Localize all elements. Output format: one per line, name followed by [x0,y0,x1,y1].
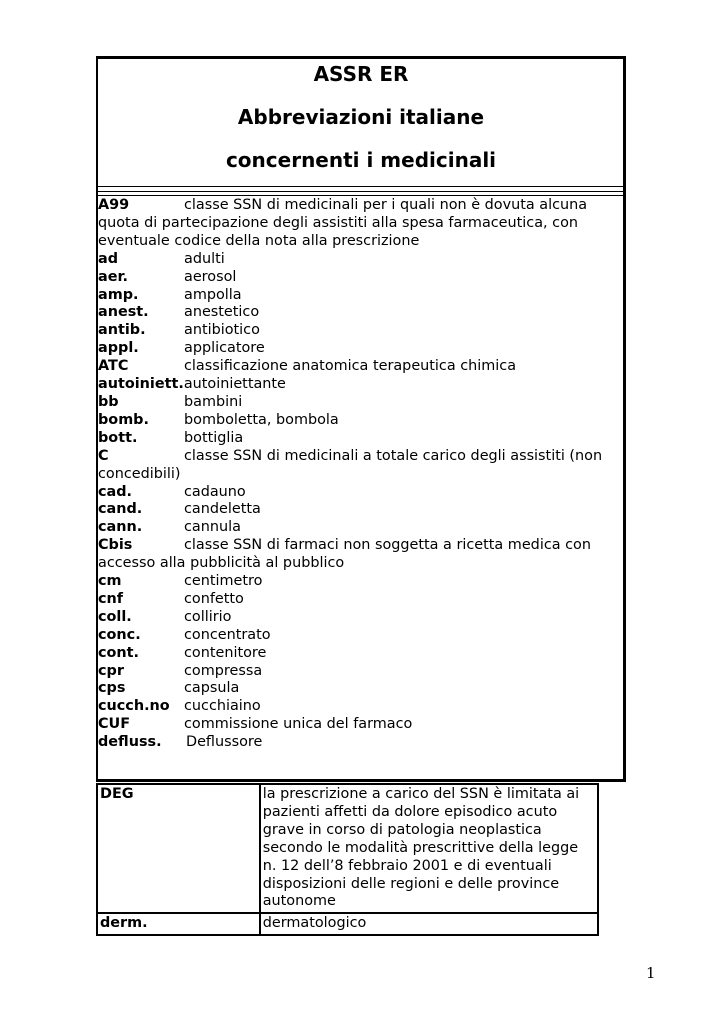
abbreviation: cucch.no [98,698,170,715]
abbreviation: defluss. [98,734,162,751]
header-divider-top [98,186,625,187]
definition: confetto [184,590,244,607]
abbreviation: appl. [98,340,139,357]
abbreviation: autoiniett. [98,376,184,393]
document-subtitle-line-2: concernenti i medicinali [225,148,497,172]
abbreviation: cann. [98,519,143,536]
abbreviation: bott. [98,429,138,446]
definition: classe SSN di farmaci non soggetta a ricetta medica con accesso alla pubblicità al pubblico [98,537,591,572]
definition: contenitore [184,644,267,661]
list-item [98,663,624,681]
definition: aerosol [184,268,237,285]
list-item [98,412,624,430]
abbreviation: cont. [98,644,140,661]
list-item [98,591,624,609]
table-row [97,784,598,913]
list-item [98,680,624,698]
definition: antibiotico [184,322,260,339]
list-item [98,358,624,376]
definition: capsula [184,680,240,697]
abbreviation: conc. [98,626,141,643]
abbreviation: amp. [98,286,139,303]
abbreviation: cad. [98,483,133,500]
abbreviation: Cbis [98,537,133,554]
list-item [98,519,624,537]
abbreviation: anest. [98,304,149,321]
definition: cucchiaino [184,698,261,715]
definition: compressa [184,662,263,679]
table-cell-abbreviation: derm. [97,913,260,935]
list-item [98,269,624,287]
abbreviation: antib. [98,322,146,339]
document-title: ASSR ER [313,62,409,86]
list-item [98,537,624,573]
header-divider-middle [98,191,625,192]
definition: collirio [184,608,232,625]
list-item [98,484,624,502]
definition: classificazione anatomica terapeutica chimica [184,358,517,375]
list-item [98,716,624,734]
list-item [98,376,624,394]
abbreviation: A99 [98,197,130,213]
list-item [98,322,624,340]
abbreviation: coll. [98,608,132,625]
list-item [98,340,624,358]
document-subtitle-line-1: Abbreviazioni italiane [237,105,485,129]
definition: anestetico [184,304,260,321]
list-item [98,573,624,591]
list-item [98,287,624,305]
definition: classe SSN di medicinali a totale carico degli assistiti (non concedibili) [98,447,603,482]
definition: classe SSN di medicinali per i quali non è dovuta alcuna quota di partecipazione degli assistiti alla spesa farmaceutica, con eventuale codice della nota alla prescrizione [98,197,588,249]
definition: bomboletta, bombola [184,411,339,428]
list-item [98,394,624,412]
table-cell-definition: dermatologico [260,913,598,935]
list-item [98,627,624,645]
abbreviation: bb [98,393,119,410]
abbreviation: cpr [98,662,124,679]
abbreviation-table [96,783,599,936]
definition: ampolla [184,286,242,303]
definition: applicatore [184,340,265,357]
abbreviation: bomb. [98,411,149,428]
list-item [98,698,624,716]
abbreviation: cnf [98,590,124,607]
abbreviation: ad [98,250,119,267]
list-item [98,448,624,484]
list-item [98,734,624,752]
list-item [98,430,624,448]
definition: bottiglia [184,429,244,446]
table-row [97,913,598,935]
abbreviation: cand. [98,501,143,518]
definition: bambini [184,393,243,410]
table-cell-definition: la prescrizione a carico del SSN è limitata ai pazienti affetti da dolore episodico acuto grave in corso di patologia neoplastica secondo le modalità prescrittive della legge n. 12 dell’8 febbraio 2001 e di eventuali disposizioni delle regioni e delle province autonome [260,784,598,913]
abbreviation: CUF [98,716,131,733]
list-item [98,501,624,519]
table-cell-abbreviation: DEG [97,784,260,913]
list-item [98,609,624,627]
abbreviation: cm [98,573,122,590]
definition: centimetro [184,573,263,590]
abbreviation: cps [98,680,126,697]
list-item [98,304,624,322]
definition: autoiniettante [183,376,286,393]
abbreviation: C [98,447,109,464]
page-number: 1 [646,964,656,982]
definition: commissione unica del farmaco [184,716,413,733]
abbreviation: aer. [98,268,128,285]
abbreviation-list [98,197,624,752]
definition: cannula [184,519,241,536]
list-item [98,197,624,251]
definition: adulti [184,250,225,267]
list-item [98,251,624,269]
header-divider-bottom [98,195,625,196]
abbreviation: ATC [98,358,129,375]
definition: candeletta [184,501,261,518]
definition: cadauno [184,483,246,500]
definition: concentrato [184,626,271,643]
definition: Deflussore [186,734,263,751]
list-item [98,645,624,663]
